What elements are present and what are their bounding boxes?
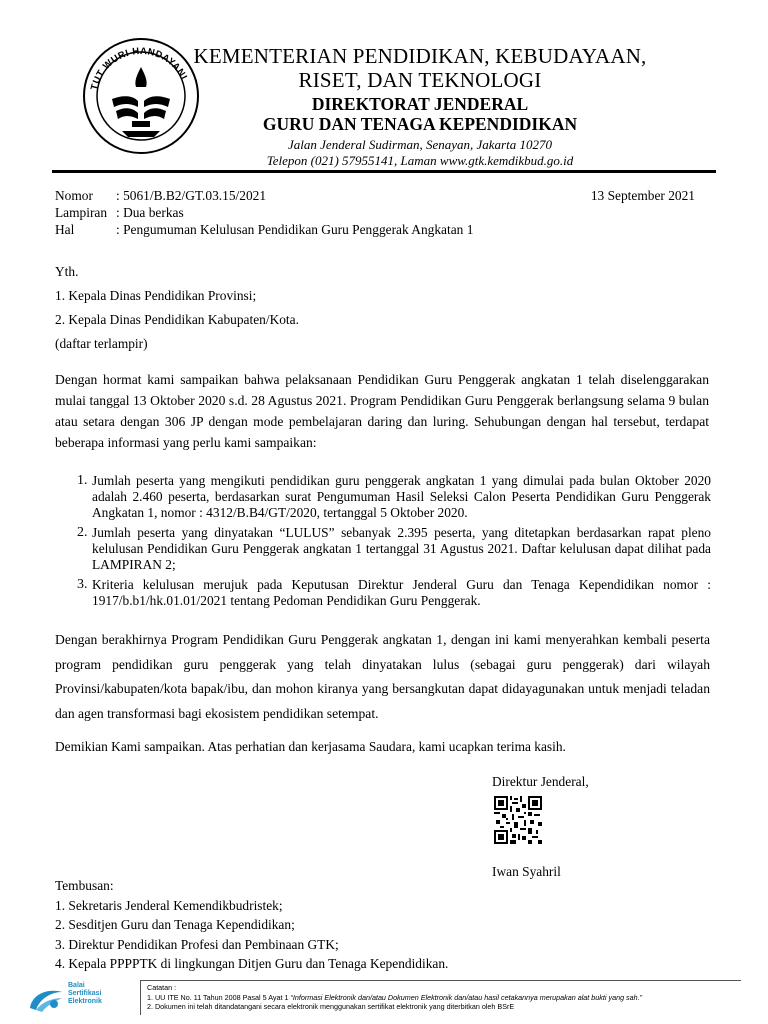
lampiran-label: Lampiran bbox=[55, 205, 108, 220]
letterhead-divider bbox=[52, 170, 716, 173]
list-item-text: Jumlah peserta yang mengikuti pendidikan guru penggerak angkatan 1 yang dimulai pada bulan Oktober 2020 adalah 2.460 peserta, berdasarkan surat Pengumuman Hasil Seleksi Calon Peserta Pendidikan Guru Penggerak Angkatan 1, nomor : 4312/B.B4/GT/2020, tertanggal 5 Oktober 2020. bbox=[92, 473, 711, 520]
ministry-name-line1: KEMENTERIAN PENDIDIKAN, KEBUDAYAAN, bbox=[193, 44, 647, 68]
directorate-line2: GURU DAN TENAGA KEPENDIDIKAN bbox=[262, 114, 578, 134]
list-number: 3. bbox=[77, 577, 88, 592]
ministry-name-line2: RISET, DAN TEKNOLOGI bbox=[298, 68, 542, 92]
closing-sentence: Demikian Kami sampaikan. Atas perhatian dan kerjasama Saudara, kami ucapkan terima kasih. bbox=[55, 739, 566, 754]
footer-note-1-quote: “Informasi Elektronik dan/atau Dokumen Elektronik dan/atau hasil cetakannya merupakan alat bukti yang sah.” bbox=[290, 993, 643, 1002]
list-item-text: Kriteria kelulusan merujuk pada Keputusan Direktur Jenderal Guru dan Tenaga Kependidikan nomor : 1917/b.b1/hk.01.01/2021 tentang Pedoman Pendidikan Guru Penggerak. bbox=[92, 577, 711, 608]
footer-note-2: 2. Dokumen ini telah ditandatangani secara elektronik menggunakan sertifikat elektronik yang diterbitkan oleh BSrE bbox=[147, 1002, 515, 1011]
lampiran-value: : Dua berkas bbox=[116, 205, 184, 220]
signatory-name: Iwan Syahril bbox=[492, 864, 561, 879]
bsre-line1: Balai bbox=[68, 982, 85, 989]
address-block bbox=[180, 137, 660, 169]
recipient-2: 2. Kepala Dinas Pendidikan Kabupaten/Kota. bbox=[55, 312, 299, 327]
tembusan-item: 4. Kepala PPPPTK di lingkungan Ditjen Guru dan Tenaga Kependidikan. bbox=[55, 956, 449, 971]
recipients bbox=[55, 260, 655, 356]
recipient-1: 1. Kepala Dinas Pendidikan Provinsi; bbox=[55, 288, 257, 303]
address-line2: Telepon (021) 57955141, Laman www.gtk.kemdikbud.go.id bbox=[266, 153, 574, 168]
bsre-line3: Elektronik bbox=[68, 998, 102, 1005]
bsre-line2: Sertifikasi bbox=[68, 990, 102, 997]
directorate-line1: DIREKTORAT JENDERAL bbox=[311, 94, 529, 114]
intro-paragraph: Dengan hormat kami sampaikan bahwa pelaksanaan Pendidikan Guru Penggerak angkatan 1 telah diselenggarakan mulai tanggal 13 Oktober 2020 s.d. 28 Agustus 2021. Program Pendidikan Guru Penggerak berlangsung selama 9 bulan atau setara dengan 306 JP dengan mode pembelajaran daring dan luring. Sehubungan dengan hal tersebut, terdapat beberapa informasi yang perlu kami sampaikan: bbox=[55, 372, 709, 450]
directorate-name bbox=[180, 94, 660, 134]
recipient-note: (daftar terlampir) bbox=[55, 336, 148, 351]
salutation: Yth. bbox=[55, 264, 79, 279]
nomor-value: : 5061/B.B2/GT.03.15/2021 bbox=[116, 188, 267, 203]
tembusan-label: Tembusan: bbox=[55, 878, 114, 893]
letter-date: 13 September 2021 bbox=[590, 188, 695, 203]
logo-motto: TUT WURI HANDAYANI bbox=[88, 45, 190, 92]
list-number: 2. bbox=[77, 525, 88, 540]
footer-note-1-ref: 1. UU ITE No. 11 Tahun 2008 Pasal 5 Ayat 1 bbox=[147, 993, 291, 1002]
signature-qr-code bbox=[494, 796, 542, 844]
ministry-name bbox=[180, 44, 660, 92]
bsre-emblem-icon bbox=[26, 984, 66, 1014]
bsre-logo bbox=[26, 982, 118, 1016]
tembusan-item: 2. Sesditjen Guru dan Tenaga Kependidikan; bbox=[55, 917, 295, 932]
tembusan-item: 3. Direktur Pendidikan Profesi dan Pembinaan GTK; bbox=[55, 936, 339, 952]
letter-meta bbox=[55, 187, 715, 238]
list-item bbox=[55, 525, 711, 577]
nomor-label: Nomor bbox=[55, 188, 93, 203]
list-item bbox=[55, 577, 711, 613]
address-line1: Jalan Jenderal Sudirman, Senayan, Jakarta 10270 bbox=[288, 137, 552, 152]
numbered-list bbox=[55, 473, 711, 613]
signatory-title: Direktur Jenderal, bbox=[492, 774, 589, 789]
tembusan-block bbox=[55, 876, 715, 974]
list-number: 1. bbox=[77, 473, 88, 488]
hal-value: : Pengumuman Kelulusan Pendidikan Guru Penggerak Angkatan 1 bbox=[116, 222, 474, 237]
list-item-text: Jumlah peserta yang dinyatakan “LULUS” sebanyak 2.395 peserta, yang ditetapkan berdasarkan rapat pleno kelulusan Pendidikan Guru Penggerak angkatan 1 tertanggal 31 Agustus 2021. Daftar kelulusan dapat dilihat pada LAMPIRAN 2; bbox=[92, 525, 711, 572]
handover-paragraph: Dengan berakhirnya Program Pendidikan Guru Penggerak angkatan 1, dengan ini kami menyerahkan kembali peserta program pendidikan guru penggerak yang telah dinyatakan lulus (sebagai guru penggerak) dari wilayah Provinsi/kabupaten/kota bapak/ibu, dan mohon kiranya yang bersangkutan dapat didayagunakan untuk menjadi teladan dan agen transformasi bagi ekosistem pendidikan setempat. bbox=[55, 632, 710, 721]
footer-notes-box bbox=[140, 980, 741, 1015]
tembusan-item: 1. Sekretaris Jenderal Kemendikbudristek; bbox=[55, 897, 283, 913]
hal-label: Hal bbox=[55, 222, 75, 237]
catatan-label: Catatan : bbox=[147, 983, 177, 992]
list-item bbox=[55, 473, 711, 525]
